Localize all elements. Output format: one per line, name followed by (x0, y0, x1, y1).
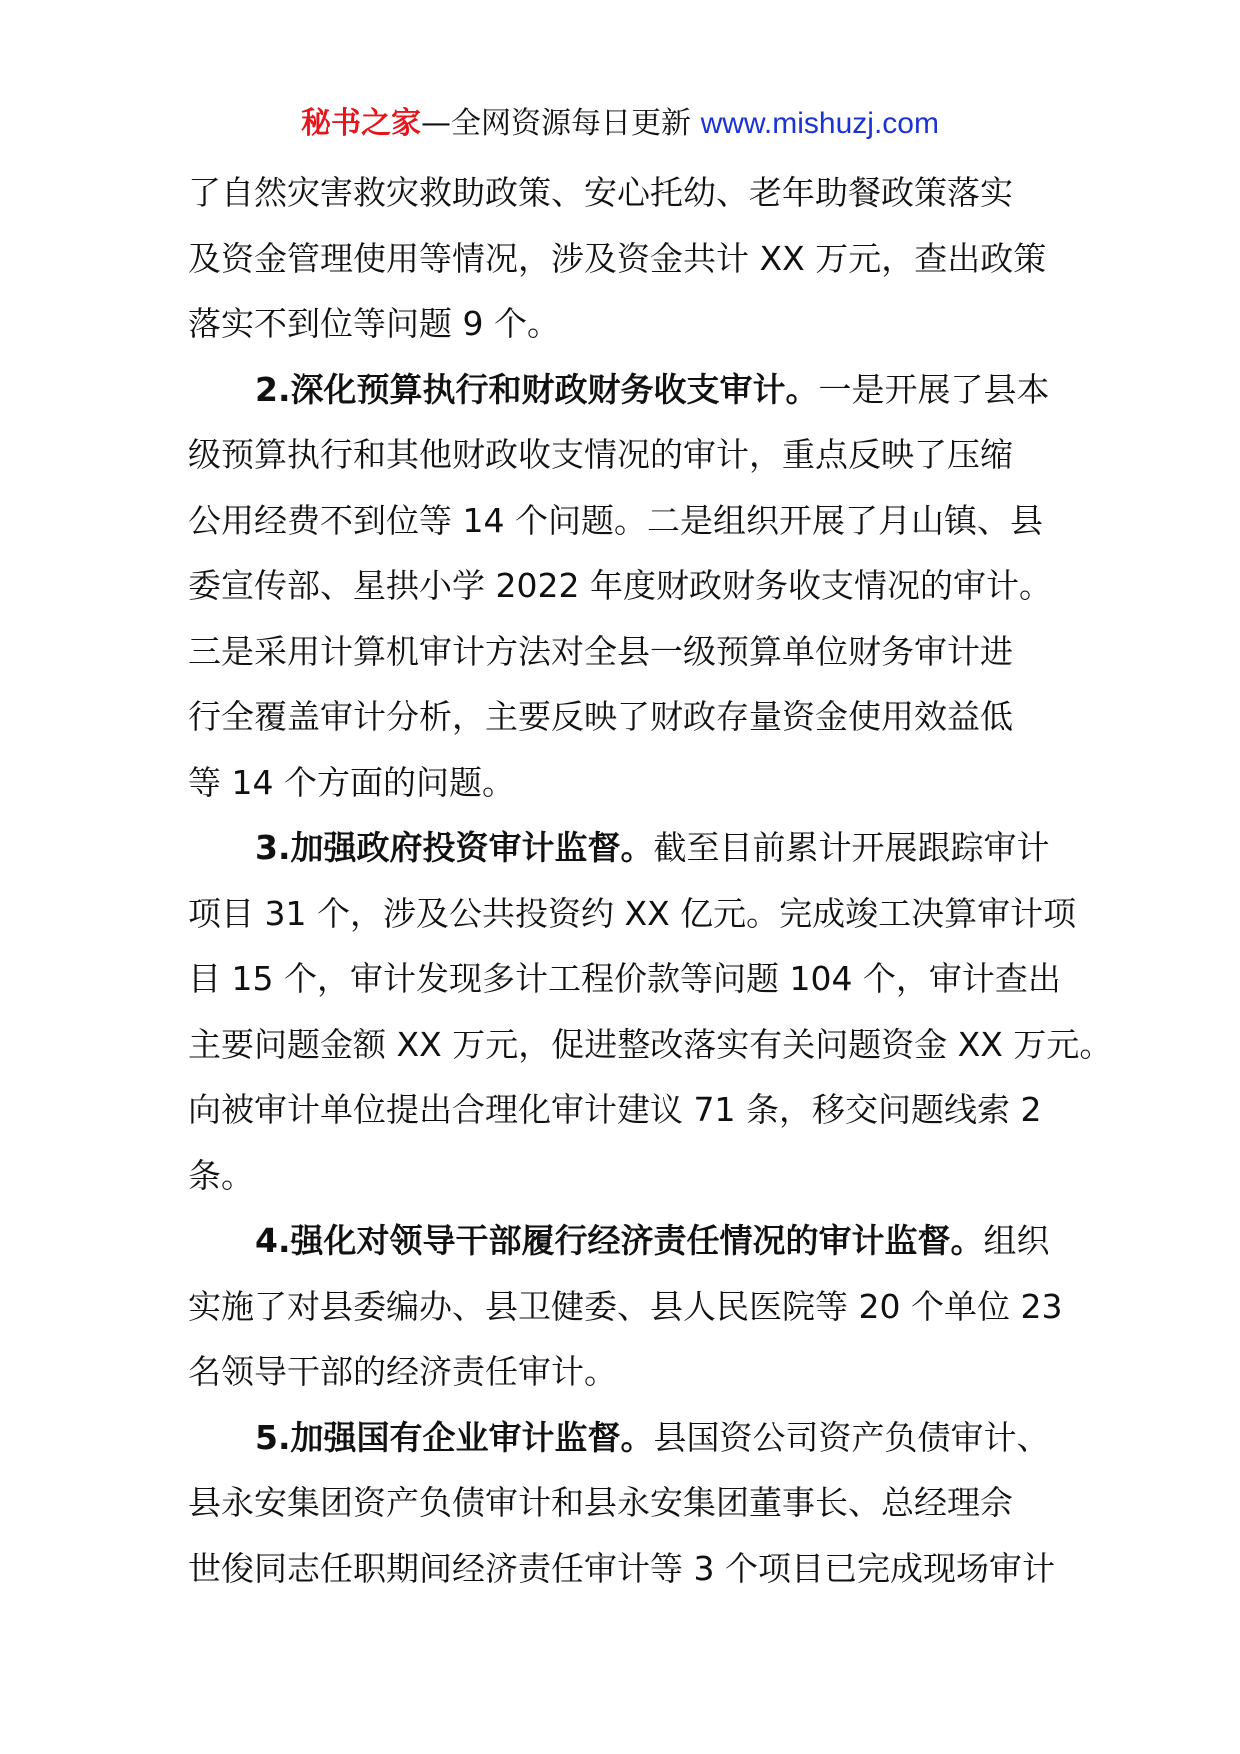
text-line: 行全覆盖审计分析，主要反映了财政存量资金使用效益低 (188, 697, 1013, 736)
text-line: 及资金管理使用等情况，涉及资金共计 XX 万元，查出政策 (188, 238, 1047, 278)
text-line: 了自然灾害救灾救助政策、安心托幼、老年助餐政策落实 (188, 173, 1013, 212)
paragraph-3-first-line (188, 815, 1088, 881)
text-line: 委宣传部、星拱小学 2022 年度财政财务收支情况的审计。 (188, 566, 1052, 605)
paragraph-2-first-line (188, 357, 1088, 423)
section-heading-2: 2.深化预算执行和财政财务收支审计。 (255, 369, 819, 409)
text-line: 三是采用计算机审计方法对全县一级预算单位财务审计进 (188, 631, 1013, 671)
text-line: 落实不到位等问题 9 个。 (188, 304, 560, 343)
text-line: 世俊同志任职期间经济责任审计等 3 个项目已完成现场审计 (188, 1548, 1055, 1588)
text-line: 实施了对县委编办、县卫健委、县人民医院等 20 个单位 23 (188, 1286, 1063, 1326)
website-link[interactable]: www.mishuzj.com (700, 107, 939, 140)
text-line: 截至目前累计开展跟踪审计 (653, 828, 1050, 867)
text-line: 一是开展了县本 (818, 369, 1050, 409)
text-line: 向被审计单位提出合理化审计建议 71 条，移交问题线索 2 (188, 1090, 1042, 1129)
page-header (0, 102, 1240, 146)
text-line: 级预算执行和其他财政收支情况的审计，重点反映了压缩 (188, 435, 1013, 474)
text-line: 组织 (983, 1221, 1050, 1260)
paragraph-4-first-line (188, 1208, 1088, 1274)
brand-name: 秘书之家 (301, 106, 422, 141)
text-line: 条。 (188, 1155, 254, 1195)
text-line: 县永安集团资产负债审计和县永安集团董事长、总经理佘 (188, 1483, 1013, 1522)
text-line: 主要问题金额 XX 万元，促进整改落实有关问题资金 XX 万元。 (188, 1024, 1113, 1064)
section-heading-5: 5.加强国有企业审计监督。 (255, 1417, 654, 1457)
paragraph-5-first-line (188, 1405, 1088, 1471)
text-line: 项目 31 个，涉及公共投资约 XX 亿元。完成竣工决算审计项 (188, 893, 1077, 933)
text-line: 目 15 个，审计发现多计工程价款等问题 104 个，审计查出 (188, 959, 1061, 998)
section-heading-4: 4.强化对领导干部履行经济责任情况的审计监督。 (255, 1221, 984, 1260)
text-line: 公用经费不到位等 14 个问题。二是组织开展了月山镇、县 (188, 500, 1043, 540)
text-line: 名领导干部的经济责任审计。 (188, 1352, 617, 1391)
text-line: 等 14 个方面的问题。 (188, 762, 515, 802)
section-heading-3: 3.加强政府投资审计监督。 (255, 828, 654, 867)
text-line: 县国资公司资产负债审计、 (653, 1417, 1050, 1457)
header-tagline: —全网资源每日更新 (421, 106, 701, 141)
document-body (188, 160, 1113, 1601)
